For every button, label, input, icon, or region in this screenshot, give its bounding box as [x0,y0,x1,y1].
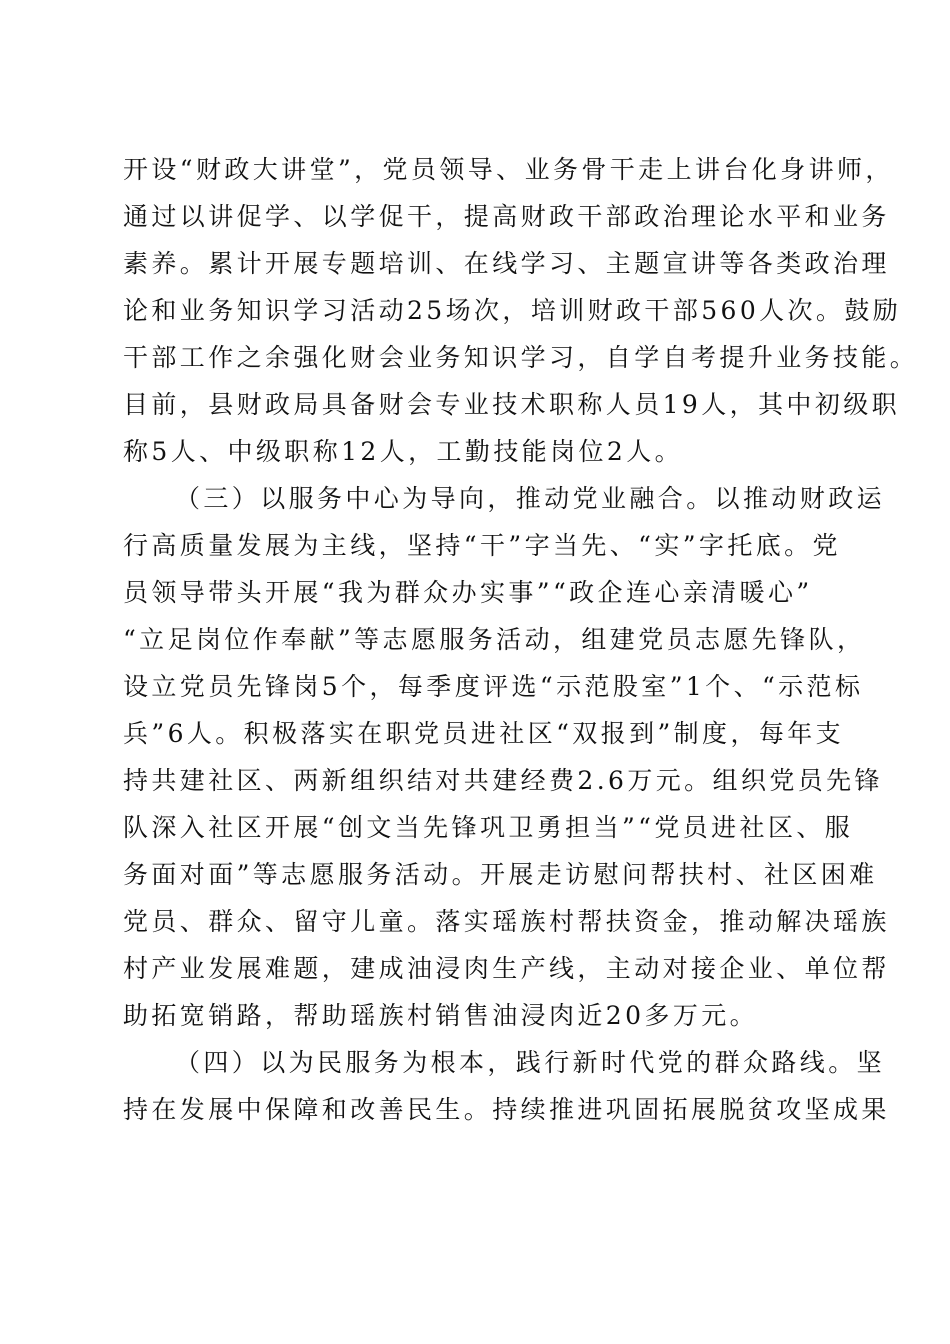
text-line-6: 目前，县财政局具备财会专业技术职称人员19人，其中初级职 [123,390,901,419]
text-line-19: 助拓宽销路，帮助瑶族村销售油浸肉近20多万元。 [123,1001,759,1030]
text-line-15: 队深入社区开展“创文当先锋巩卫勇担当”“党员进社区、服 [123,813,854,842]
text-line-3: 素养。累计开展专题培训、在线学习、主题宣讲等各类政治理 [123,249,890,278]
section-four-heading-line: （四）以为民服务为根本，践行新时代党的群众路线。坚 [175,1048,886,1077]
text-line-18: 村产业发展难题，建成油浸肉生产线，主动对接企业、单位帮 [123,954,890,983]
text-line-4: 论和业务知识学习活动25场次，培训财政干部560人次。鼓励 [123,296,902,325]
text-line-16: 务面对面”等志愿服务活动。开展走访慰问帮扶村、社区困难 [123,860,878,889]
text-line-5: 干部工作之余强化财会业务知识学习，自学自考提升业务技能。 [123,343,919,372]
text-line-21: 持在发展中保障和改善民生。持续推进巩固拓展脱贫攻坚成果 [123,1095,890,1124]
text-line-1: 开设“财政大讲堂”，党员领导、业务骨干走上讲台化身讲师， [123,155,894,184]
text-line-13: 兵”6人。积极落实在职党员进社区“双报到”制度，每年支 [123,719,845,748]
text-line-11: “立足岗位作奉献”等志愿服务活动，组建党员志愿先锋队， [123,625,866,654]
text-line-12: 设立党员先锋岗5个，每季度评选“示范股室”1个、“示范标 [123,672,864,701]
text-line-14: 持共建社区、两新组织结对共建经费2.6万元。组织党员先锋 [123,766,883,795]
text-line-10: 员领导带头开展“我为群众办实事”“政企连心亲清暖心” [123,578,813,607]
text-line-2: 通过以讲促学、以学促干，提高财政干部政治理论水平和业务 [123,202,890,231]
section-three-heading-line: （三）以服务中心为导向，推动党业融合。以推动财政运 [175,484,886,513]
text-line-9: 行高质量发展为主线，坚持“干”字当先、“实”字托底。党 [123,531,841,560]
text-line-17: 党员、群众、留守儿童。落实瑶族村帮扶资金，推动解决瑶族 [123,907,890,936]
text-line-7: 称5人、中级职称12人，工勤技能岗位2人。 [123,437,684,466]
